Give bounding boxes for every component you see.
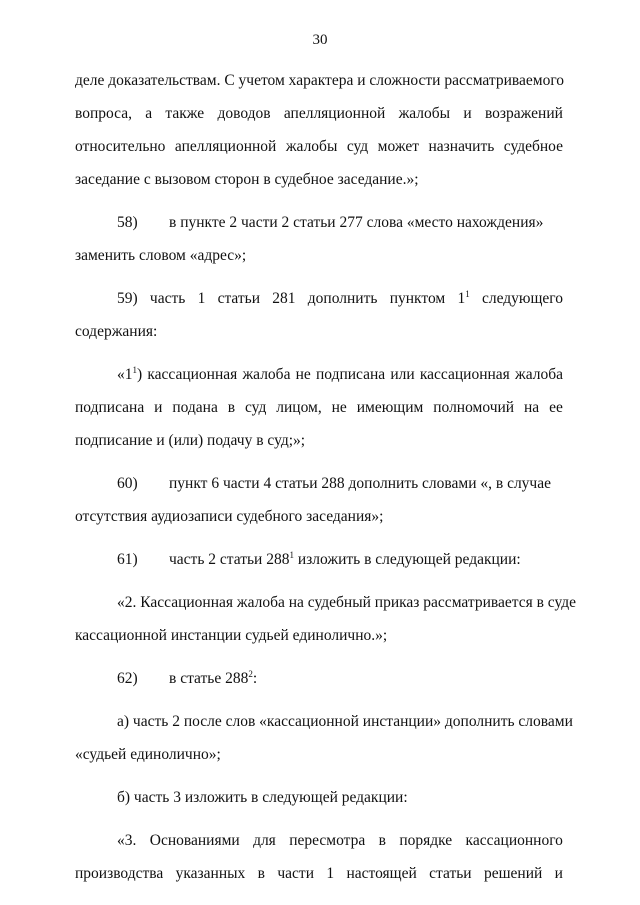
subitem-b [75,781,563,814]
word: подписана [75,399,145,416]
document-body [75,64,577,890]
item-text: в статье 288 [169,670,249,687]
word: кассационного [465,832,563,849]
word: ее [549,399,563,416]
item-text: пункт 6 части 4 статьи 288 дополнить словами «, в случае [169,475,551,492]
text-line [75,467,563,500]
item-number: 59) [117,290,138,307]
subitem-a [75,705,573,771]
page-number: 30 [312,32,328,48]
quoted-text-61 [75,586,577,652]
word: лицом, [276,399,322,416]
word: а [145,105,153,122]
point-reference: «$1^1$) [117,365,143,383]
word: или [390,366,415,383]
word: и [463,105,472,122]
text-line: кассационной инстанции судьей единолично.»; [75,627,388,644]
word: производства [75,865,164,882]
word: 1 [197,290,206,307]
word: подписана [315,366,386,383]
word: пересмотра [289,832,366,849]
word: может [377,138,420,155]
word: имеющим [356,399,424,416]
word: жалобы [398,105,451,122]
word: доводов [217,105,271,122]
word: 1 [326,865,335,882]
text-line: отсутствия аудиозаписи судебного заседания»; [75,508,384,525]
text-line-justified [75,857,563,890]
text-line-justified [75,130,563,163]
word: «3. [117,832,137,849]
text-line-justified [75,824,563,857]
word: вопроса, [75,105,132,122]
word: и [154,399,163,416]
word: не [295,366,311,383]
item-text: часть 2 статьи 288 [169,551,290,568]
word: в [378,832,386,849]
word: часть [149,290,186,307]
word: относительно [75,138,166,155]
word: также [165,105,205,122]
word: суд [346,138,369,155]
word: и [554,865,563,882]
item-text: изложить в следующей редакции: [293,551,521,568]
word: пунктом [389,290,446,307]
word: назначить [428,138,495,155]
word: кассационная [147,366,238,383]
item-text: : [252,670,258,687]
word: настоящей [346,865,417,882]
word: указанных [175,865,246,882]
text-line [75,662,563,695]
word: кассационная [419,366,510,383]
paragraph-continuation [75,64,563,196]
text-line-justified [75,358,563,391]
text-line: заменить словом «адрес»; [75,247,247,264]
word: суд [245,399,267,416]
text-line-justified [75,97,563,130]
word: статьи [217,290,261,307]
list-item-61 [75,543,563,576]
item-text: в пункте 2 части 2 статьи 277 слова «место нахождения» [169,214,544,231]
word: статьи [429,865,472,882]
word: Основаниями [149,832,240,849]
text-line-justified [75,391,563,424]
word: апелляционной [174,138,277,155]
text-line: содержания: [75,323,158,340]
item-number: 58) [117,214,138,231]
word: жалоба [514,366,563,383]
text-line: «2. Кассационная жалоба на судебный приказ рассматривается в суде [117,594,577,611]
superscript: 1 [289,550,294,560]
text-line-justified [75,282,563,315]
list-item-60 [75,467,563,533]
item-number: 62) [117,670,138,687]
text-line: деле доказательствам. С учетом характера и сложности рассматриваемого [75,72,565,89]
word: жалобы [285,138,338,155]
word: не [331,399,347,416]
word: для [253,832,276,849]
word: апелляционной [283,105,386,122]
word: судебное [503,138,563,155]
word: порядке [399,832,453,849]
word: на [524,399,540,416]
word: полномочий [433,399,515,416]
list-item-58 [75,206,563,272]
text-line: а) часть 2 после слов «кассационной инстанции» дополнить словами [117,713,573,730]
text-line [75,206,563,239]
text-line [75,543,563,576]
word: следующего [481,290,563,307]
word: 281 [272,290,296,307]
text-line: б) часть 3 изложить в следующей редакции: [117,789,408,806]
quoted-text-62 [75,824,563,890]
word: жалоба [242,366,291,383]
text-line: подписание и (или) подачу в суд;»; [75,432,306,449]
word: части [277,865,314,882]
word: решений [483,865,543,882]
list-item-62 [75,662,563,695]
word: в [227,399,236,416]
word: в [257,865,265,882]
quoted-text-59 [75,358,563,457]
list-item-59 [75,282,563,348]
item-number: 61) [117,551,138,568]
text-line: «судьей единолично»; [75,746,221,763]
point-reference: $1^1$ [457,289,470,307]
word: дополнить [307,290,378,307]
text-line: заседание с вызовом сторон в судебное заседание.»; [75,171,419,188]
word: возражений [484,105,563,122]
word: подана [172,399,218,416]
item-number: 60) [117,475,138,492]
superscript: 2 [248,669,253,679]
